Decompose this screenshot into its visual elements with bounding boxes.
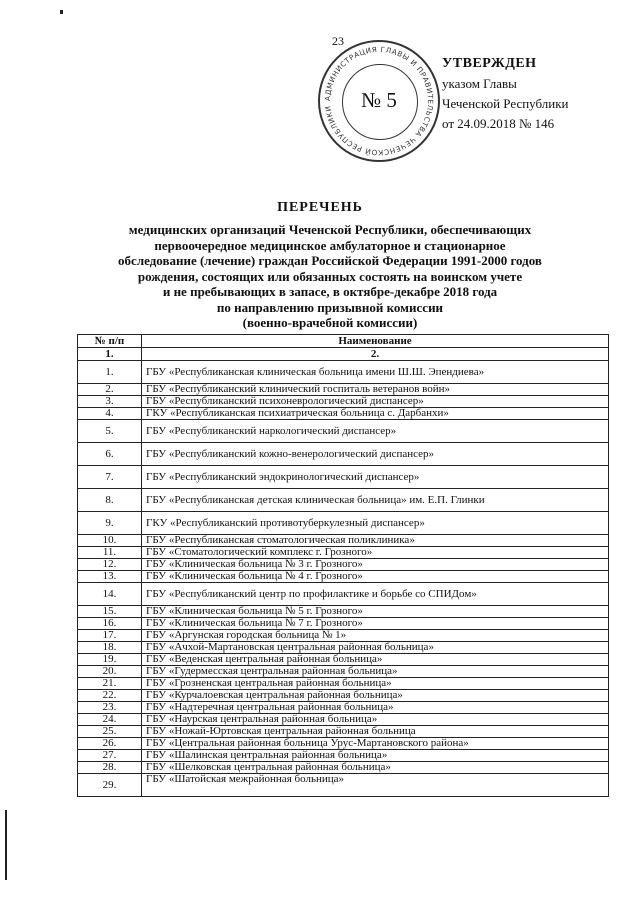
column-header-name: Наименование bbox=[142, 335, 609, 348]
table-row bbox=[78, 489, 609, 512]
row-number: 14. bbox=[78, 583, 142, 606]
organization-name: ГБУ «Аргунская городская больница № 1» bbox=[142, 630, 609, 642]
subtitle-line: первоочередное медицинское амбулаторное и стационарное bbox=[154, 237, 506, 253]
row-number: 17. bbox=[78, 630, 142, 642]
table-row bbox=[78, 466, 609, 489]
organization-name: ГБУ «Республиканский клинический госпиталь ветеранов войн» bbox=[142, 384, 609, 396]
table-row bbox=[78, 690, 609, 702]
table-header-row bbox=[78, 335, 609, 348]
organization-name: ГБУ «Шалинская центральная районная больница» bbox=[142, 750, 609, 762]
subtitle-line: и не пребывающих в запасе, в октябре-декабре 2018 года bbox=[162, 284, 498, 299]
organization-name: ГКУ «Республиканский противотуберкулезный диспансер» bbox=[142, 512, 609, 535]
organization-name: ГБУ «Ножай-Юртовская центральная районная больница bbox=[142, 726, 609, 738]
organization-name: ГБУ «Республиканский наркологический диспансер» bbox=[142, 420, 609, 443]
organization-name: ГБУ «Грозненская центральная районная больница» bbox=[142, 678, 609, 690]
organization-name: ГБУ «Республиканская стоматологическая поликлиника» bbox=[142, 535, 609, 547]
table-row bbox=[78, 642, 609, 654]
organization-name: ГБУ «Стоматологический комплекс г. Грозного» bbox=[142, 547, 609, 559]
scan-mark-left bbox=[5, 810, 7, 880]
organization-name: ГБУ «Клиническая больница № 5 г. Грозного» bbox=[142, 606, 609, 618]
organization-name: ГБУ «Гудермесская центральная районная больница» bbox=[142, 666, 609, 678]
approval-date: от 24.09.2018 № 146 bbox=[442, 116, 555, 131]
organization-name: ГБУ «Веденская центральная районная больница» bbox=[142, 654, 609, 666]
table-row bbox=[78, 726, 609, 738]
row-number: 3. bbox=[78, 396, 142, 408]
table-row bbox=[78, 606, 609, 618]
scan-mark-top bbox=[60, 10, 63, 14]
table-row bbox=[78, 678, 609, 690]
table-row bbox=[78, 618, 609, 630]
row-number: 27. bbox=[78, 750, 142, 762]
row-number: 11. bbox=[78, 547, 142, 559]
organization-name: ГБУ «Курчалоевская центральная районная больница» bbox=[142, 690, 609, 702]
row-number: 24. bbox=[78, 714, 142, 726]
row-number: 8. bbox=[78, 489, 142, 512]
subtitle-line: по направлению призывной комиссии bbox=[216, 299, 444, 315]
table-row bbox=[78, 654, 609, 666]
row-number: 15. bbox=[78, 606, 142, 618]
column-number: 2. bbox=[142, 348, 609, 361]
organization-name: ГКУ «Республиканская психиатрическая больница с. Дарбанхи» bbox=[142, 408, 609, 420]
table-row bbox=[78, 535, 609, 547]
column-number-row bbox=[78, 348, 609, 361]
organization-name: ГБУ «Республиканский эндокринологический диспансер» bbox=[142, 466, 609, 489]
table-row bbox=[78, 750, 609, 762]
row-number: 21. bbox=[78, 678, 142, 690]
row-number: 5. bbox=[78, 420, 142, 443]
row-number: 16. bbox=[78, 618, 142, 630]
approval-block bbox=[442, 54, 569, 134]
row-number: 28. bbox=[78, 762, 142, 774]
subtitle-line: обследование (лечение) граждан Российской Федерации 1991-2000 годов bbox=[118, 253, 542, 268]
table-row bbox=[78, 702, 609, 714]
table-row bbox=[78, 630, 609, 642]
organization-name: ГБУ «Республиканская детская клиническая больница» им. Е.П. Глинки bbox=[142, 489, 609, 512]
organization-name: ГБУ «Клиническая больница № 7 г. Грозного» bbox=[142, 618, 609, 630]
table-row bbox=[78, 420, 609, 443]
organization-name: ГБУ «Шелковская центральная районная больница» bbox=[142, 762, 609, 774]
table-row bbox=[78, 361, 609, 384]
subtitle-line: медицинских организаций Чеченской Республики, обеспечивающих bbox=[128, 222, 532, 237]
subtitle-line: рождения, состоящих или обязанных состоять на воинском учете bbox=[137, 268, 523, 284]
row-number: 13. bbox=[78, 571, 142, 583]
subtitle-line: (военно-врачебной комиссии) bbox=[242, 315, 418, 330]
table-row bbox=[78, 762, 609, 774]
table-row bbox=[78, 443, 609, 466]
table-row bbox=[78, 738, 609, 750]
row-number: 6. bbox=[78, 443, 142, 466]
table-row bbox=[78, 559, 609, 571]
table-row bbox=[78, 774, 609, 797]
approval-line: Чеченской Республики bbox=[442, 96, 569, 111]
document-title: ПЕРЕЧЕНЬ bbox=[277, 200, 363, 215]
table-row bbox=[78, 512, 609, 535]
row-number: 10. bbox=[78, 535, 142, 547]
row-number: 4. bbox=[78, 408, 142, 420]
organization-name: ГБУ «Ачхой-Мартановская центральная районная больница» bbox=[142, 642, 609, 654]
organization-name: ГБУ «Клиническая больница № 3 г. Грозного» bbox=[142, 559, 609, 571]
approval-title: УТВЕРЖДЕН bbox=[442, 56, 537, 71]
organization-name: ГБУ «Республиканский кожно-венерологический диспансер» bbox=[142, 443, 609, 466]
organization-name: ГБУ «Республиканская клиническая больница имени Ш.Ш. Эпендиева» bbox=[142, 361, 609, 384]
row-number: 1. bbox=[78, 361, 142, 384]
row-number: 7. bbox=[78, 466, 142, 489]
column-header-number: № п/п bbox=[78, 335, 142, 348]
seal-number: № 5 bbox=[361, 88, 397, 112]
organization-name: ГБУ «Республиканский психоневрологический диспансер» bbox=[142, 396, 609, 408]
table-row bbox=[78, 571, 609, 583]
organization-name: ГБУ «Шатойская межрайонная больница» bbox=[142, 774, 609, 797]
row-number: 18. bbox=[78, 642, 142, 654]
row-number: 20. bbox=[78, 666, 142, 678]
row-number: 25. bbox=[78, 726, 142, 738]
document-subtitle bbox=[80, 222, 580, 331]
row-number: 22. bbox=[78, 690, 142, 702]
row-number: 12. bbox=[78, 559, 142, 571]
organization-name: ГБУ «Наурская центральная районная больница» bbox=[142, 714, 609, 726]
organization-name: ГБУ «Республиканский центр по профилактике и борьбе со СПИДом» bbox=[142, 583, 609, 606]
organizations-table bbox=[77, 334, 609, 797]
approval-line: указом Главы bbox=[442, 76, 517, 91]
organization-name: ГБУ «Клиническая больница № 4 г. Грозного» bbox=[142, 571, 609, 583]
page-number: 23 bbox=[332, 34, 344, 48]
row-number: 29. bbox=[78, 774, 142, 797]
official-seal bbox=[318, 40, 440, 162]
table-row bbox=[78, 666, 609, 678]
seal-text: АДМИНИСТРАЦИЯ ГЛАВЫ И ПРАВИТЕЛЬСТВА ЧЕЧЕНСКОЙ РЕСПУБЛИКИ bbox=[322, 44, 436, 158]
row-number: 9. bbox=[78, 512, 142, 535]
organization-name: ГБУ «Надтеречная центральная районная больница» bbox=[142, 702, 609, 714]
table-row bbox=[78, 583, 609, 606]
row-number: 2. bbox=[78, 384, 142, 396]
column-number: 1. bbox=[78, 348, 142, 361]
table-row bbox=[78, 547, 609, 559]
table-row bbox=[78, 396, 609, 408]
table-row bbox=[78, 408, 609, 420]
table-row bbox=[78, 384, 609, 396]
row-number: 23. bbox=[78, 702, 142, 714]
row-number: 26. bbox=[78, 738, 142, 750]
table-row bbox=[78, 714, 609, 726]
row-number: 19. bbox=[78, 654, 142, 666]
organization-name: ГБУ «Центральная районная больница Урус-Мартановского района» bbox=[142, 738, 609, 750]
